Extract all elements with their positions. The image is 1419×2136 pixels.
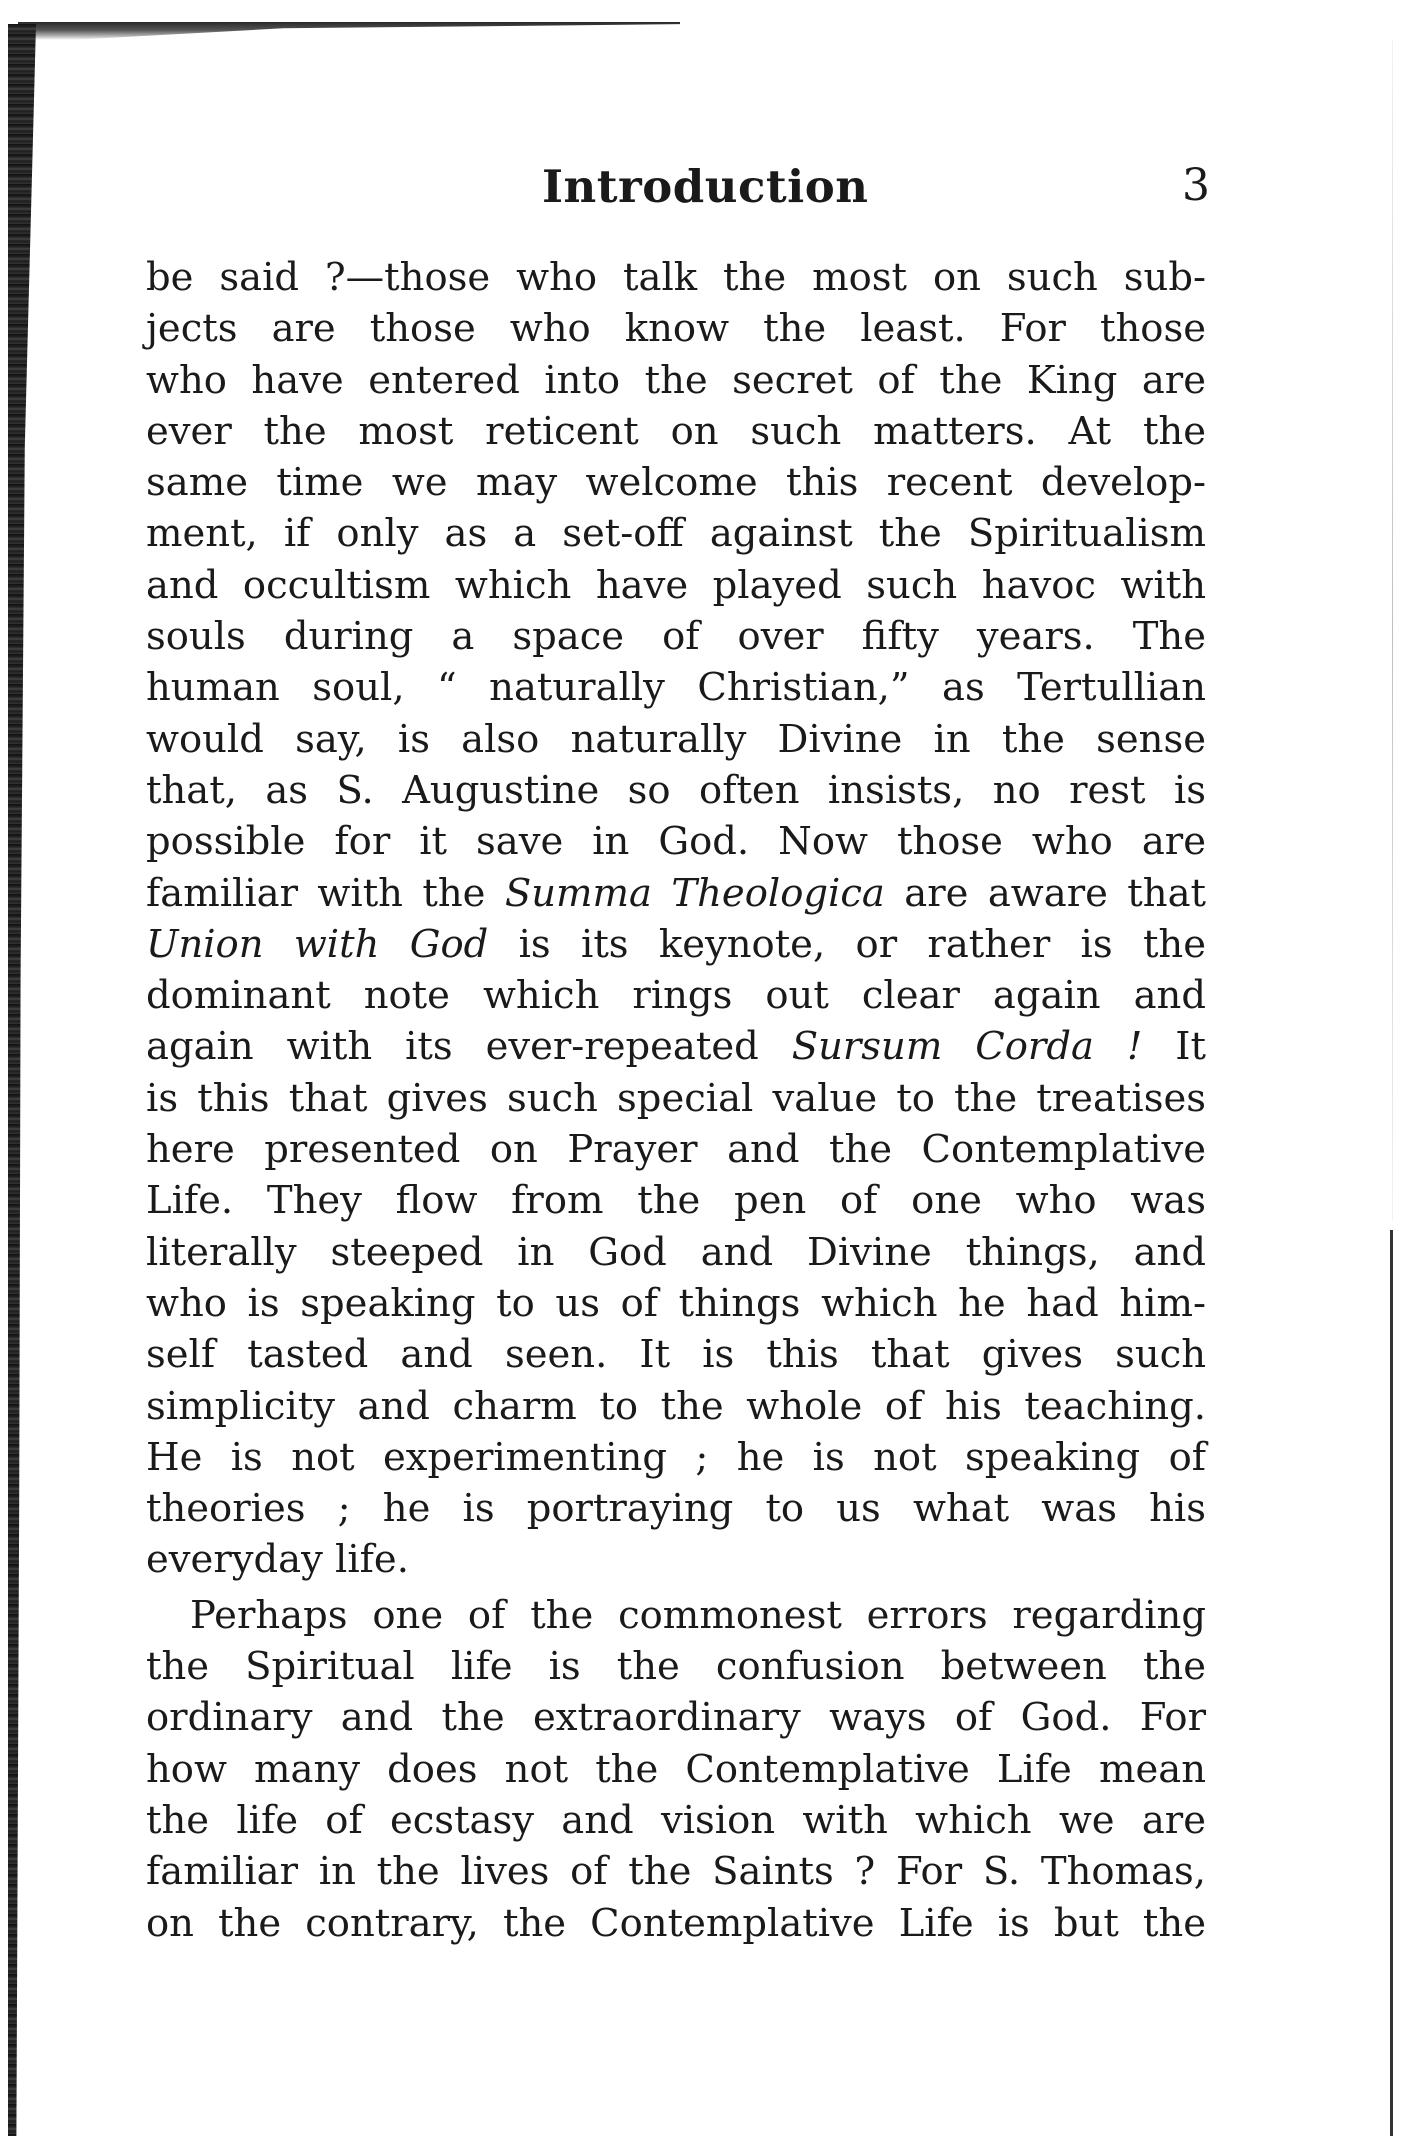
italic-text: Union with God — [146, 921, 489, 967]
text-run: would say, is also naturally Divine in the sense — [146, 716, 1206, 762]
text-run: how many does not the Contemplative Life mean — [146, 1746, 1206, 1792]
text-line — [146, 1021, 1206, 1072]
italic-text: Sursum Corda ! — [791, 1024, 1143, 1070]
text-run: simplicity and charm to the whole of his teaching. — [146, 1383, 1206, 1429]
running-head — [150, 160, 1210, 220]
text-run: and occultism which have played such havoc with — [146, 562, 1206, 608]
text-line — [146, 508, 1206, 559]
text-line — [146, 1898, 1206, 1949]
text-run: familiar in the lives of the Saints ? For S. Thomas, — [146, 1849, 1206, 1895]
scan-edge-right-faint — [1392, 40, 1393, 1220]
text-line — [146, 1329, 1206, 1380]
scan-edge-right — [1390, 1230, 1393, 2136]
text-line — [146, 303, 1206, 354]
text-run: the life of ecstasy and vision with which we are — [146, 1797, 1206, 1843]
text-run: everyday life. — [146, 1537, 409, 1583]
text-run: human soul, “ naturally Christian,” as Tertullian — [146, 665, 1206, 711]
text-run: Life. They flow from the pen of one who was — [146, 1178, 1206, 1224]
text-line — [146, 714, 1206, 765]
text-run: who have entered into the secret of the King are — [146, 357, 1206, 403]
text-run: It — [1142, 1024, 1206, 1070]
text-line — [146, 1641, 1206, 1692]
text-line — [146, 1073, 1206, 1124]
scan-shadow-left — [8, 24, 36, 2136]
text-line — [146, 611, 1206, 662]
text-run: He is not experimenting ; he is not speaking of — [146, 1434, 1206, 1480]
text-run: the Spiritual life is the confusion between the — [146, 1644, 1206, 1690]
text-run: that, as S. Augustine so often insists, no rest is — [146, 767, 1206, 813]
text-line — [146, 1432, 1206, 1483]
text-line — [146, 1483, 1206, 1534]
text-run: ordinary and the extraordinary ways of God. For — [146, 1695, 1206, 1741]
text-line — [146, 252, 1206, 303]
text-run: self tasted and seen. It is this that gives such — [146, 1332, 1206, 1378]
running-title: Introduction — [542, 160, 869, 213]
text-run: are aware that — [884, 870, 1206, 916]
text-run: possible for it save in God. Now those who are — [146, 819, 1206, 865]
text-run: ment, if only as a set-off against the Spiritualism — [146, 511, 1206, 557]
text-line — [146, 1534, 1206, 1585]
italic-text: Summa Theologica — [504, 870, 885, 916]
text-line — [146, 1227, 1206, 1278]
text-run: literally steeped in God and Divine things, and — [146, 1229, 1206, 1275]
text-run: theories ; he is portraying to us what was his — [146, 1486, 1206, 1532]
text-line — [146, 919, 1206, 970]
text-run: dominant note which rings out clear again and — [146, 973, 1206, 1019]
text-line — [146, 1124, 1206, 1175]
text-line — [146, 355, 1206, 406]
text-line — [146, 662, 1206, 713]
text-line — [146, 1175, 1206, 1226]
paragraph — [146, 252, 1206, 1586]
text-line — [146, 1590, 1206, 1641]
text-run: familiar with the — [146, 870, 505, 916]
text-line — [146, 765, 1206, 816]
text-line — [146, 457, 1206, 508]
paragraph — [146, 1590, 1206, 1949]
text-run: be said ?—those who talk the most on such sub- — [146, 255, 1206, 300]
text-line — [146, 1744, 1206, 1795]
page-number: 3 — [1182, 160, 1210, 211]
scan-shadow-top — [18, 22, 680, 40]
text-run: jects are those who know the least. For those — [146, 306, 1206, 352]
text-run: Perhaps one of the commonest errors regarding — [190, 1592, 1206, 1638]
text-line — [146, 970, 1206, 1021]
text-line — [146, 1278, 1206, 1329]
text-run: who is speaking to us of things which he had him- — [146, 1280, 1206, 1326]
text-run: here presented on Prayer and the Contemplative — [146, 1127, 1206, 1173]
text-run: souls during a space of over fifty years. The — [146, 614, 1206, 660]
text-run: again with its ever-repeated — [146, 1024, 792, 1070]
text-line — [146, 1692, 1206, 1743]
text-run: is this that gives such special value to the treatises — [146, 1075, 1206, 1121]
text-line — [146, 406, 1206, 457]
text-run: same time we may welcome this recent develop- — [146, 460, 1206, 506]
text-line — [146, 1381, 1206, 1432]
text-line — [146, 868, 1206, 919]
text-run: is its keynote, or rather is the — [488, 921, 1206, 967]
text-line — [146, 1795, 1206, 1846]
text-line — [146, 1846, 1206, 1897]
text-line — [146, 560, 1206, 611]
text-line — [146, 816, 1206, 867]
text-run: ever the most reticent on such matters. At the — [146, 408, 1206, 454]
text-run: on the contrary, the Contemplative Life is but the — [146, 1900, 1206, 1946]
body-text — [146, 252, 1206, 1949]
